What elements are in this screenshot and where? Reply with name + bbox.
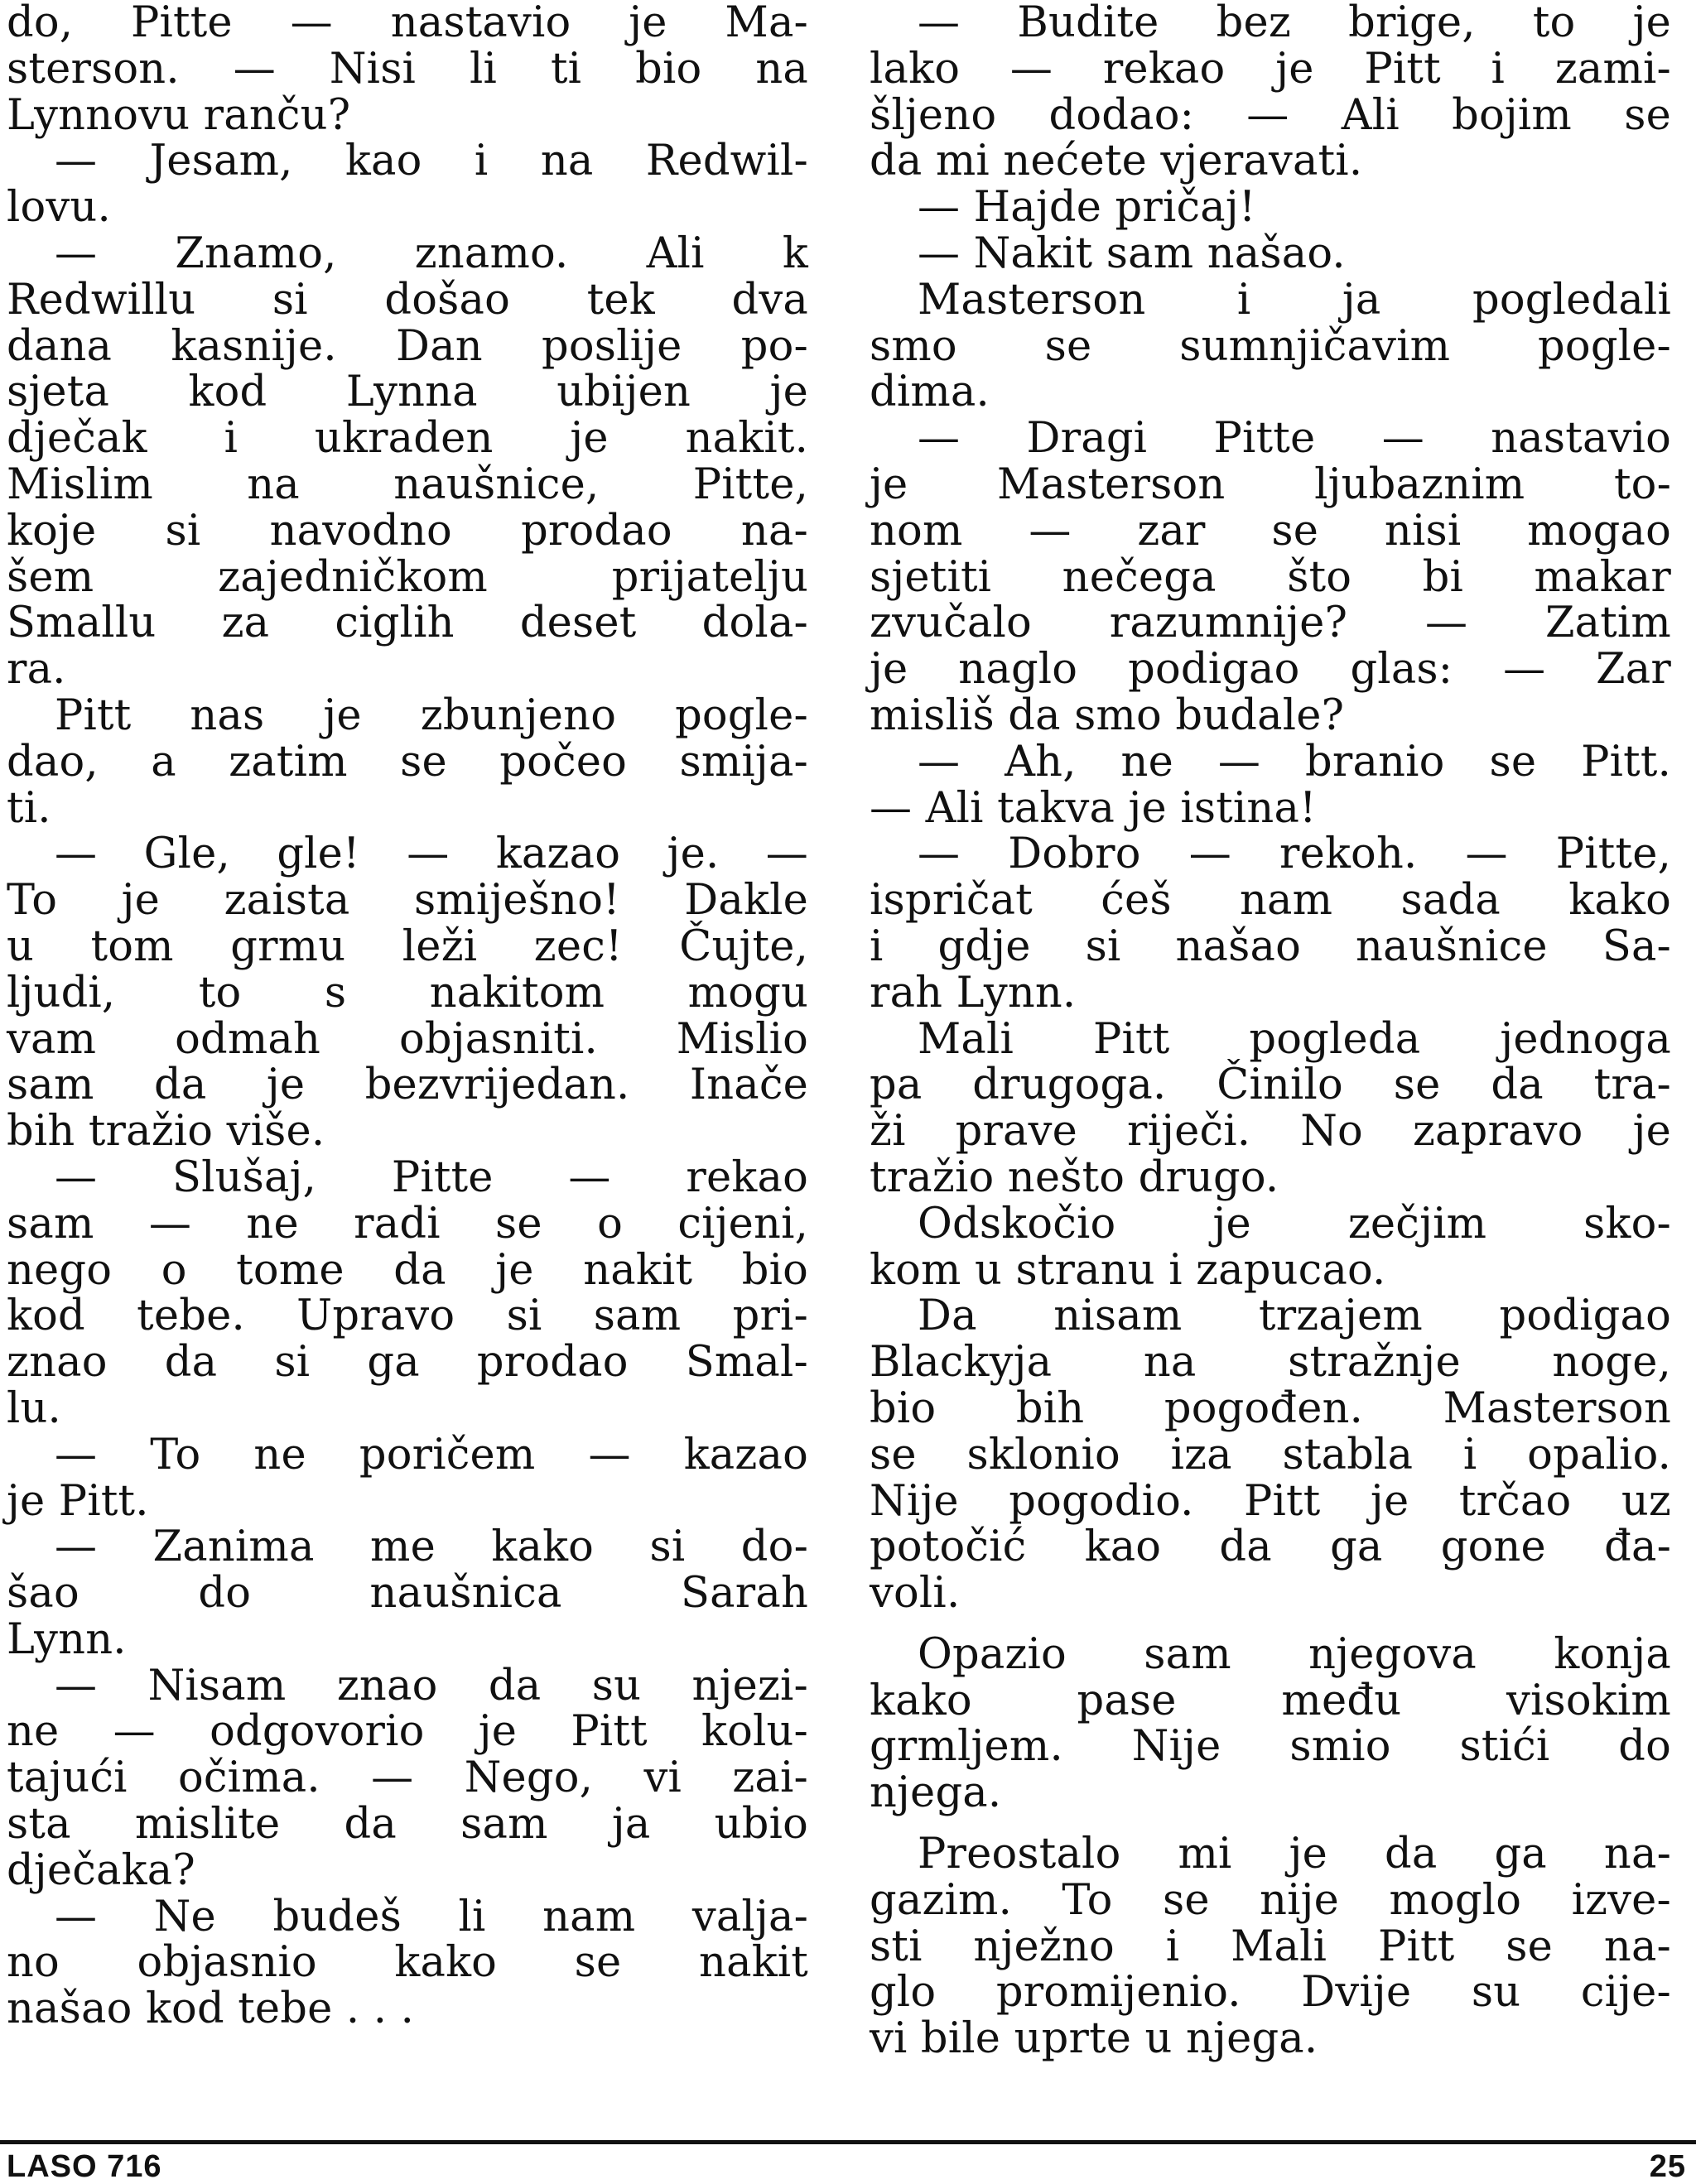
text-line: koje si navodno prodao na- [7, 506, 808, 556]
text-line: — Ah, ne — branio se Pitt. [918, 737, 1671, 787]
text-line: gazim. To se nije moglo izve- [870, 1875, 1671, 1925]
text-line: Smallu za ciglih deset dola- [7, 599, 808, 648]
text-line: bih tražio više. [7, 1107, 325, 1157]
text-line: — Gle, gle! — kazao je. — [55, 830, 808, 879]
left-text-column [7, 0, 808, 2032]
text-line: Da nisam trzajem podigao [918, 1292, 1671, 1341]
text-line: glo promijenio. Dvije su cije- [870, 1968, 1671, 2018]
text-line: sti nježno i Mali Pitt se na- [870, 1922, 1671, 1971]
text-line: no objasnio kako se nakit [7, 1938, 808, 1988]
text-line: ži prave riječi. No zapravo je [870, 1107, 1671, 1157]
text-line: pa drugoga. Činilo se da tra- [870, 1061, 1671, 1110]
text-line: dječaka? [7, 1845, 195, 1895]
text-line: našao kod tebe . . . [7, 1984, 414, 2034]
text-line: u tom grmu leži zec! Čujte, [7, 921, 808, 971]
text-line: kako pase među visokim [870, 1676, 1671, 1725]
text-line: dao, a zatim se počeo smija- [7, 737, 808, 787]
text-line: sam — ne radi se o cijeni, [7, 1199, 808, 1248]
text-line: Mali Pitt pogleda jednoga [918, 1014, 1671, 1064]
text-line: — Nisam znao da su njezi- [55, 1661, 808, 1710]
text-line: Lynnovu ranču? [7, 90, 351, 140]
text-line: Redwillu si došao tek dva [7, 275, 808, 325]
text-line: šljeno dodao: — Ali bojim se [870, 90, 1671, 140]
text-line: se sklonio iza stabla i opalio. [870, 1430, 1671, 1479]
footer-rule [0, 2140, 1696, 2144]
text-line: — Hajde pričaj! [918, 183, 1256, 233]
text-line: njega. [870, 1768, 1002, 1818]
text-line: — Slušaj, Pitte — rekao [55, 1152, 808, 1202]
text-line: sjeta kod Lynna ubijen je [7, 368, 808, 417]
text-line: — Jesam, kao i na Redwil- [55, 137, 808, 186]
text-line: sjetiti nečega što bi makar [870, 552, 1671, 602]
text-line: — Ali takva je istina! [870, 783, 1317, 833]
text-line: je naglo podigao glas: — Zar [870, 645, 1671, 695]
text-line: misliš da smo budale? [870, 690, 1345, 740]
text-line: — Nakit sam našao. [918, 229, 1346, 278]
text-line: šao do naušnica Sarah [7, 1569, 808, 1619]
text-line: lu. [7, 1383, 61, 1433]
text-line: Lynn. [7, 1614, 127, 1664]
text-line: ti. [7, 783, 51, 833]
text-line: rah Lynn. [870, 968, 1077, 1017]
text-line: lovu. [7, 183, 111, 233]
text-line: bio bih pogođen. Masterson [870, 1383, 1671, 1433]
text-line: tajući očima. — Nego, vi zai- [7, 1753, 808, 1803]
text-line: dima. [870, 368, 990, 417]
text-line: i gdje si našao naušnice Sa- [870, 921, 1671, 971]
text-line: dječak i ukraden je nakit. [7, 414, 808, 464]
text-line: kom u stranu i zapucao. [870, 1245, 1386, 1295]
text-line: vam odmah objasniti. Mislio [7, 1014, 808, 1064]
text-line: smo se sumnjičavim pogle- [870, 321, 1671, 371]
text-line: sta mislite da sam ja ubio [7, 1800, 808, 1850]
text-line: ra. [7, 645, 66, 695]
text-line: — Dobro — rekoh. — Pitte, [918, 830, 1671, 879]
right-text-column [870, 0, 1671, 2062]
text-line: je Pitt. [7, 1476, 149, 1526]
text-line: znao da si ga prodao Smal- [7, 1338, 808, 1388]
series-label: LASO 716 [7, 2149, 162, 2184]
text-line: dana kasnije. Dan poslije po- [7, 321, 808, 371]
text-line: — Ne budeš li nam valja- [55, 1892, 808, 1941]
text-line: — Zanima me kako si do- [55, 1523, 808, 1572]
page-number: 25 [1649, 2149, 1686, 2184]
text-line: tražio nešto drugo. [870, 1152, 1279, 1202]
text-line: ne — odgovorio je Pitt kolu- [7, 1707, 808, 1757]
text-line: potočić kao da ga gone đa- [870, 1523, 1671, 1572]
text-line: kod tebe. Upravo si sam pri- [7, 1292, 808, 1341]
text-line: Odskočio je zečjim sko- [918, 1199, 1671, 1248]
text-line: sam da je bezvrijedan. Inače [7, 1061, 808, 1110]
text-line: da mi nećete vjeravati. [870, 137, 1363, 186]
text-line: Blackyja na stražnje noge, [870, 1338, 1671, 1388]
text-line: lako — rekao je Pitt i zami- [870, 44, 1671, 94]
text-line: ispričat ćeš nam sada kako [870, 876, 1671, 926]
text-line: vi bile uprte u njega. [870, 2014, 1318, 2064]
text-line: voli. [870, 1569, 961, 1619]
text-line: nego o tome da je nakit bio [7, 1245, 808, 1295]
text-line: — Dragi Pitte — nastavio [918, 414, 1671, 464]
text-line: Opazio sam njegova konja [918, 1629, 1671, 1679]
text-line: zvučalo razumnije? — Zatim [870, 599, 1671, 648]
text-line: grmljem. Nije smio stići do [870, 1722, 1671, 1772]
text-line: je Masterson ljubaznim to- [870, 459, 1671, 509]
text-line: To je zaista smiješno! Dakle [7, 876, 808, 926]
text-line: — To ne poričem — kazao [55, 1430, 808, 1479]
text-line: do, Pitte — nastavio je Ma- [7, 0, 808, 47]
text-line: Masterson i ja pogledali [918, 275, 1671, 325]
text-line: Mislim na naušnice, Pitte, [7, 459, 808, 509]
text-line: Preostalo mi je da ga na- [918, 1830, 1671, 1879]
text-line: ljudi, to s nakitom mogu [7, 968, 808, 1017]
text-line: nom — zar se nisi mogao [870, 506, 1671, 556]
text-line: — Znamo, znamo. Ali k [55, 229, 808, 278]
text-line: — Budite bez brige, to je [918, 0, 1671, 47]
text-line: Nije pogodio. Pitt je trčao uz [870, 1476, 1671, 1526]
text-line: sterson. — Nisi li ti bio na [7, 44, 808, 94]
text-line: Pitt nas je zbunjeno pogle- [55, 690, 808, 740]
text-line: šem zajedničkom prijatelju [7, 552, 808, 602]
